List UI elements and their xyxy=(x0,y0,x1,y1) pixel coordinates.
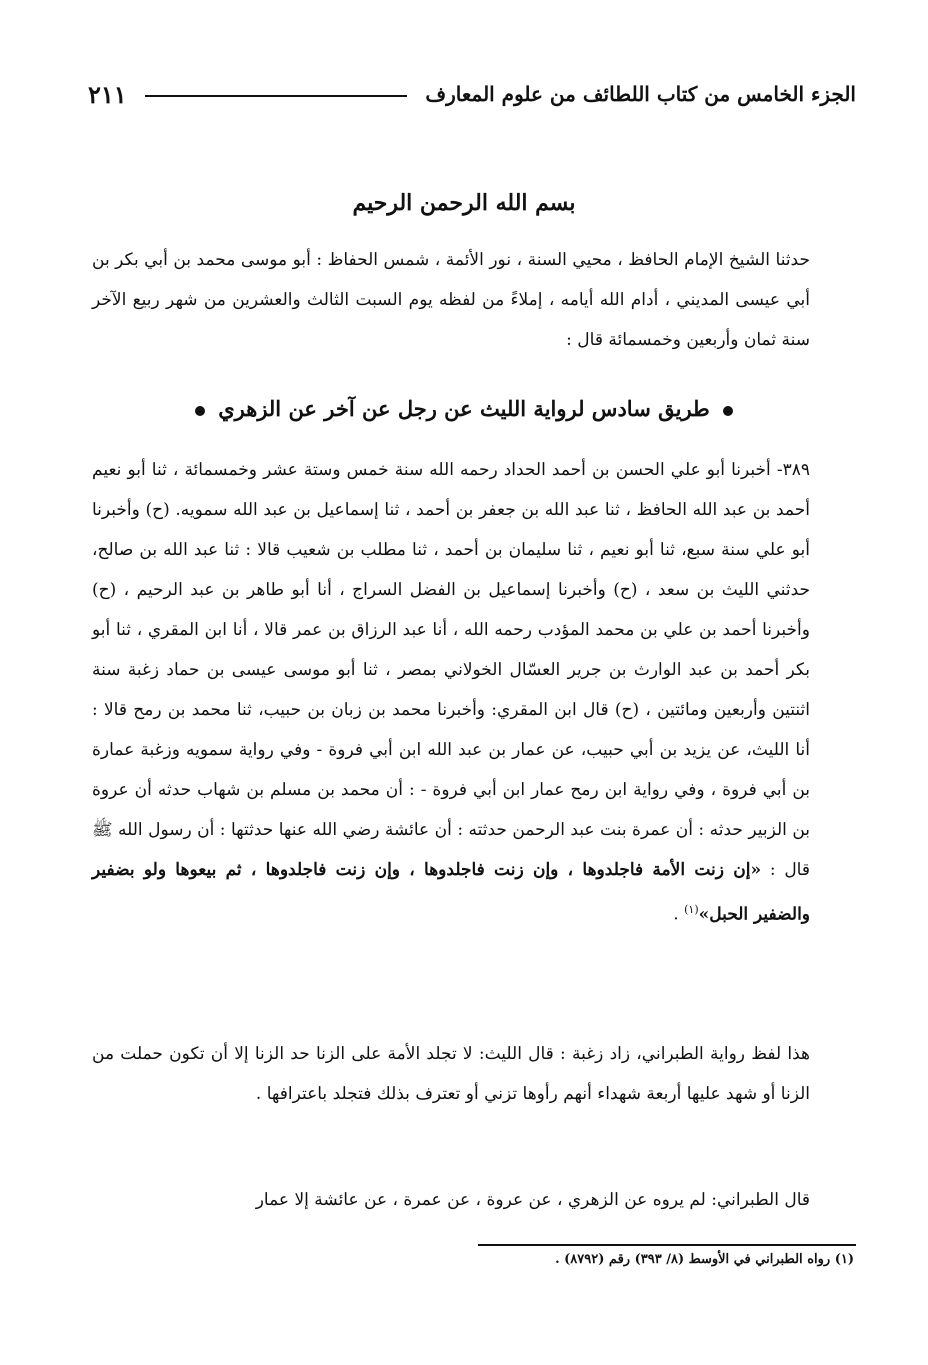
bullet-icon xyxy=(195,406,205,416)
hadith-text: «إن زنت الأمة فاجلدوها ، وإن زنت فاجلدوها ، وإن زنت فاجلدوها ، ثم بيعوها ولو بضفير والضفير الحبل» xyxy=(92,860,810,925)
main-paragraph xyxy=(92,450,810,935)
intro-paragraph: حدثنا الشيخ الإمام الحافظ ، محيي السنة ، نور الأئمة ، شمس الحفاظ : أبو موسى محمد بن أبي بكر بن أبي عيسى المديني ، أدام الله أيامه ، إملاءً من لفظه يوم السبت الثالث والعشرين من شهر ربيع الآخر سنة ثمان وأربعين وخمسمائة قال : xyxy=(92,250,810,350)
footnote-divider xyxy=(478,1244,856,1246)
basmala-heading: بسم الله الرحمن الرحيم xyxy=(352,190,576,216)
isnad-text: ٣٨٩- أخبرنا أبو علي الحسن بن أحمد الحداد رحمه الله سنة خمس وستة عشر وخمسمائة ، ثنا أبو نعيم أحمد بن عبد الله الحافظ ، ثنا عبد الله بن جعفر بن أحمد ، ثنا إسماعيل بن عبد الله سمويه. (ح) وأخبرنا أبو علي سنة سبع، ثنا أبو نعيم ، ثنا سليمان بن أحمد ، ثنا مطلب بن شعيب قالا : ثنا عبد الله بن صالح، حدثني الليث بن سعد ، (ح) وأخبرنا إسماعيل بن الفضل السراج ، أنا أبو طاهر بن عبد الرحيم ، (ح) وأخبرنا أحمد بن علي بن محمد المؤدب رحمه الله ، أنا عبد الرزاق بن عمر قالا ، أنا ابن المقري ، ثنا أبو بكر أحمد بن عبد الوارث بن جرير العسّال الخولاني بمصر ، ثنا أبو موسى عيسى بن حماد زغبة سنة اثنتين وأربعين ومائتين ، (ح) قال ابن المقري: وأخبرنا محمد بن زبان بن حبيب، ثنا محمد بن رمح قالا : أنا الليث، عن يزيد بن أبي حبيب، عن عمار بن عبد الله ابن أبي فروة - وفي رواية سمويه وزغبة عمارة بن أبي فروة ، وفي رواية ابن رمح عمار ابن أبي فروة - : أن محمد بن مسلم بن شهاب حدثه أن عروة بن الزبير حدثه : أن عمرة بنت عبد الرحمن حدثته : أن عائشة رضي الله عنها حدثتها : أن رسول الله ﷺ قال : xyxy=(92,460,810,880)
footnote: (١) رواه الطبراني في الأوسط (٨/ ٣٩٣) رقم (٨٧٩٢) . xyxy=(555,1252,854,1267)
footnote-reference: (١) xyxy=(684,903,699,916)
section-heading-text: طريق سادس لرواية الليث عن رجل عن آخر عن الزهري xyxy=(218,396,710,421)
commentary-paragraph: هذا لفظ رواية الطبراني، زاد زغبة : قال الليث: لا تجلد الأمة على الزنا حد الزنا إلا أن تكون حملت من الزنا أو شهد عليها أربعة شهداء أنهم رأوها تزني أو تعترف بذلك فتجلد باعترافها . xyxy=(92,1044,810,1104)
running-header xyxy=(88,74,856,114)
tabarani-paragraph: قال الطبراني: لم يروه عن الزهري ، عن عروة ، عن عمرة ، عن عائشة إلا عمار xyxy=(255,1190,810,1210)
bullet-icon xyxy=(723,406,733,416)
paragraph-end: . xyxy=(673,904,685,925)
section-heading xyxy=(0,396,928,421)
header-rule xyxy=(145,95,408,97)
running-header-title: الجزء الخامس من كتاب اللطائف من علوم المعارف xyxy=(425,82,856,106)
page-number: ٢١١ xyxy=(88,79,127,109)
